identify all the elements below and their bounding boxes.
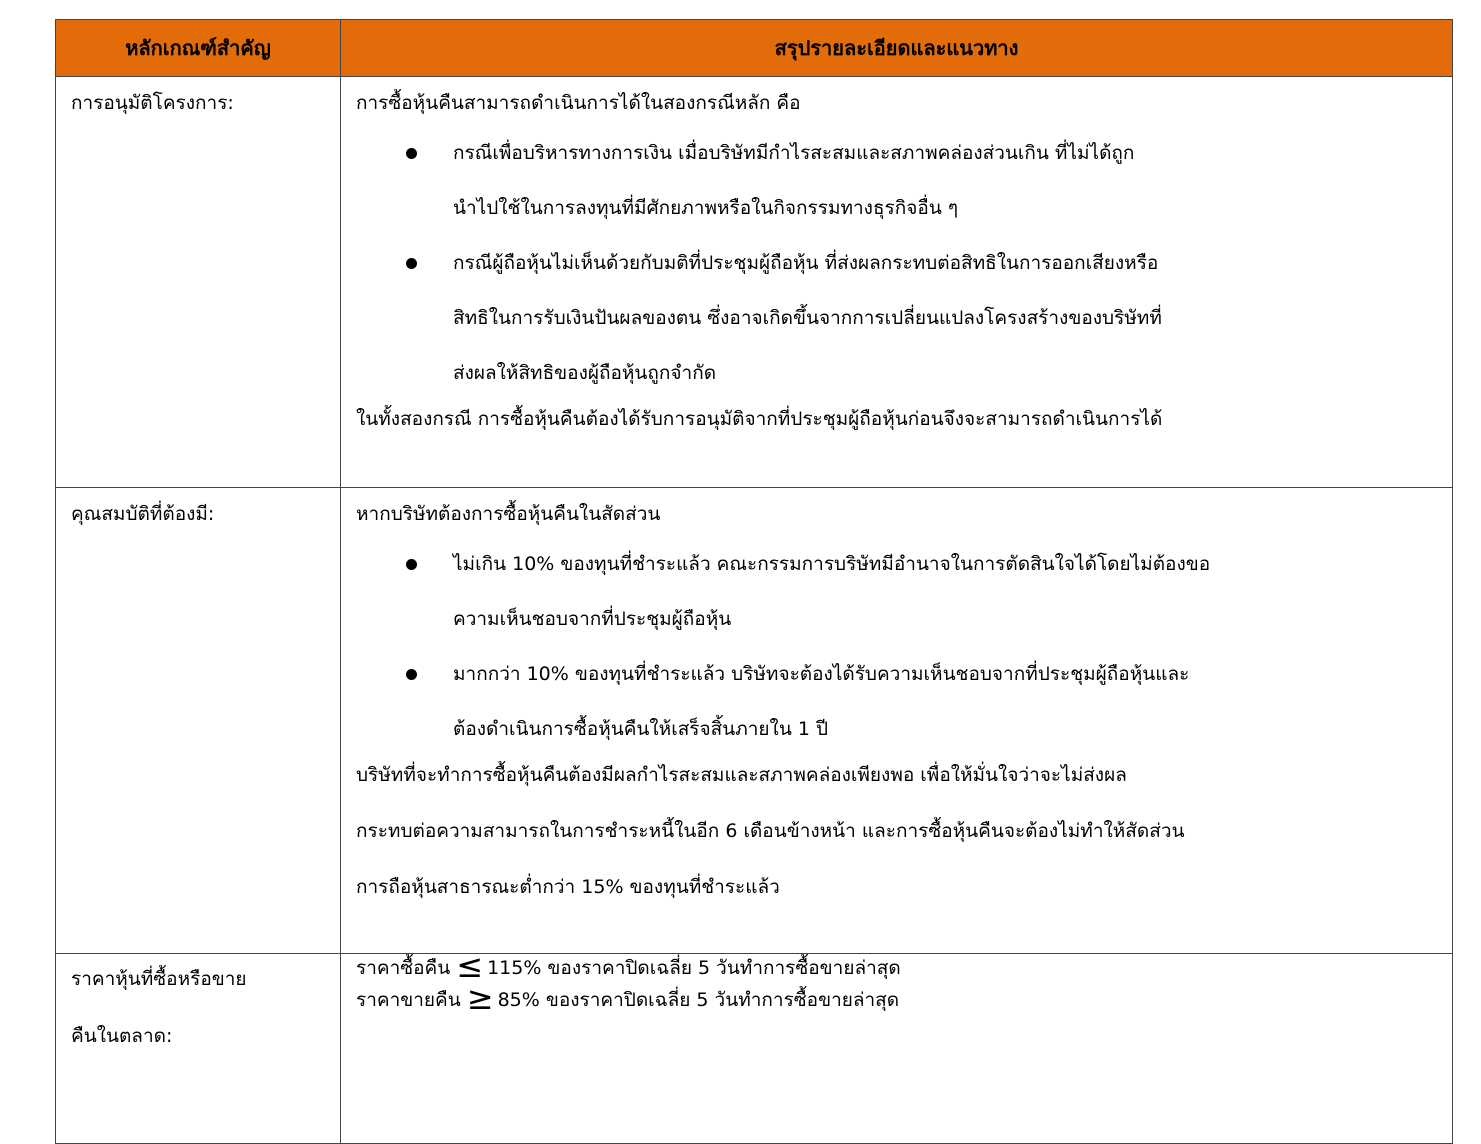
bullet-icon — [406, 669, 417, 680]
closing-line: การถือหุ้นสาธารณะต่ำกว่า 15% ของทุนที่ชำระแล้ว — [356, 876, 780, 898]
row-label-text: ราคาหุ้นที่ซื้อหรือขาย — [71, 968, 247, 990]
bullet-list — [356, 126, 1438, 401]
row-label — [56, 77, 341, 488]
bullet-icon — [406, 258, 417, 269]
row-label-text: การอนุมัติโครงการ: — [71, 92, 234, 114]
list-item — [356, 236, 1438, 401]
bullet-icon — [406, 559, 417, 570]
buy-price-rule — [356, 947, 1438, 985]
sell-price-rule — [356, 979, 1438, 1017]
bullet-line: ไม่เกิน 10% ของทุนที่ชำระแล้ว คณะกรรมการบริษัทมีอำนาจในการตัดสินใจได้โดยไม่ต้องขอ — [453, 553, 1211, 575]
row-label — [56, 954, 341, 1144]
row-content — [341, 947, 1453, 1144]
buy-price-text: 115% ของราคาปิดเฉลี่ย 5 วันทำการซื้อขายล่าสุด — [487, 957, 901, 979]
bullet-line: กรณีผู้ถือหุ้นไม่เห็นด้วยกับมติที่ประชุมผู้ถือหุ้น ที่ส่งผลกระทบต่อสิทธิในการออกเสียงหรือ — [453, 252, 1159, 274]
closing-line: บริษัทที่จะทำการซื้อหุ้นคืนต้องมีผลกำไรสะสมและสภาพคล่องเพียงพอ เพื่อให้มั่นใจว่าจะไม่ส่งผล — [356, 764, 1127, 786]
bullet-line: ความเห็นชอบจากที่ประชุมผู้ถือหุ้น — [453, 608, 732, 630]
header-summary: สรุปรายละเอียดและแนวทาง — [341, 20, 1453, 77]
list-item — [356, 126, 1438, 236]
sell-price-text: 85% ของราคาปิดเฉลี่ย 5 วันทำการซื้อขายล่าสุด — [497, 989, 900, 1011]
list-item — [356, 537, 1438, 647]
row-label — [56, 488, 341, 954]
table-row — [56, 77, 1453, 488]
bullet-line: มากกว่า 10% ของทุนที่ชำระแล้ว บริษัทจะต้องได้รับความเห็นชอบจากที่ประชุมผู้ถือหุ้นและ — [453, 663, 1190, 685]
bullet-icon — [406, 148, 417, 159]
row-content — [341, 77, 1453, 488]
bullet-line: ต้องดำเนินการซื้อหุ้นคืนให้เสร็จสิ้นภายใน 1 ปี — [453, 718, 829, 740]
bullet-line: สิทธิในการรับเงินปันผลของตน ซึ่งอาจเกิดขึ้นจากการเปลี่ยนแปลงโครงสร้างของบริษัทที่ — [453, 307, 1162, 329]
less-equal-symbol: ≤ — [456, 947, 484, 985]
intro-text: หากบริษัทต้องการซื้อหุ้นคืนในสัดส่วน — [356, 503, 661, 525]
greater-equal-symbol: ≥ — [466, 979, 494, 1017]
bullet-list — [356, 537, 1438, 757]
intro-text: การซื้อหุ้นคืนสามารถดำเนินการได้ในสองกรณีหลัก คือ — [356, 92, 801, 114]
buy-price-prefix: ราคาซื้อคืน — [356, 957, 451, 979]
table-row — [56, 488, 1453, 954]
row-label-text: คืนในตลาด: — [71, 1025, 173, 1047]
criteria-table — [55, 19, 1453, 1144]
closing-line: กระทบต่อความสามารถในการชำระหนี้ในอีก 6 เดือนข้างหน้า และการซื้อหุ้นคืนจะต้องไม่ทำให้สัดส่วน — [356, 820, 1185, 842]
list-item — [356, 647, 1438, 757]
closing-text: ในทั้งสองกรณี การซื้อหุ้นคืนต้องได้รับการอนุมัติจากที่ประชุมผู้ถือหุ้นก่อนจึงจะสามารถดำเนินการได้ — [356, 408, 1163, 430]
bullet-line: นำไปใช้ในการลงทุนที่มีศักยภาพหรือในกิจกรรมทางธุรกิจอื่น ๆ — [453, 197, 959, 219]
row-content — [341, 488, 1453, 954]
header-row — [56, 20, 1453, 77]
sell-price-prefix: ราคาขายคืน — [356, 989, 461, 1011]
row-label-text: คุณสมบัติที่ต้องมี: — [71, 503, 215, 525]
closing-text — [356, 747, 1438, 915]
bullet-line: กรณีเพื่อบริหารทางการเงิน เมื่อบริษัทมีกำไรสะสมและสภาพคล่องส่วนเกิน ที่ไม่ได้ถูก — [453, 142, 1135, 164]
table-row — [56, 954, 1453, 1144]
bullet-line: ส่งผลให้สิทธิของผู้ถือหุ้นถูกจำกัด — [453, 362, 717, 384]
header-key-criteria: หลักเกณฑ์สำคัญ — [56, 20, 341, 77]
